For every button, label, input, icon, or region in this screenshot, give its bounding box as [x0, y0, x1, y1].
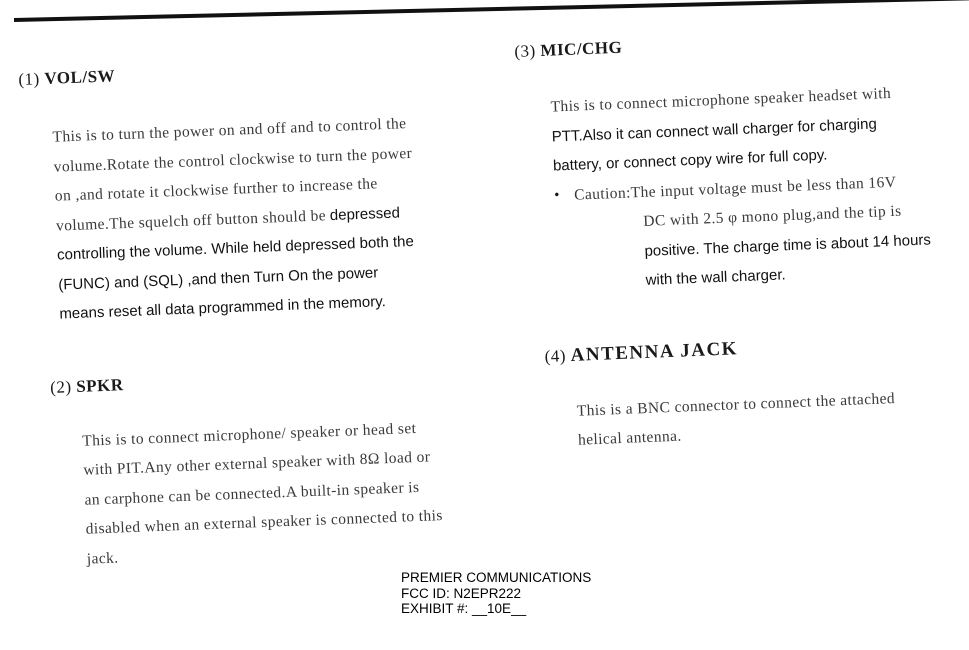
section-heading-vol-sw [18, 53, 463, 90]
text-line: PTT.Also it can connect wall charger for charging [551, 115, 878, 146]
text-line: (FUNC) and (SQL) ,and then Turn On the power [57, 263, 379, 294]
fcc-stamp [401, 570, 591, 617]
stamp-exhibit: EXHIBIT #: __10E__ [401, 601, 527, 616]
top-rule [14, 0, 969, 22]
text-line: volume.Rotate the control clockwise to turn the power [53, 144, 413, 176]
text-line: with PIT.Any other external speaker with 8Ω load or [83, 448, 431, 479]
section-title: ANTENNA JACK [570, 337, 739, 366]
caution-note [554, 165, 964, 299]
stamp-fcc-id: FCC ID: N2EPR222 [401, 585, 522, 601]
text-fragment: volume.The squelch off button should be [55, 206, 327, 235]
section-title: SPKR [75, 374, 124, 396]
section-title: VOL/SW [44, 66, 116, 88]
text-line: an carphone can be connected.A built-in speaker is [84, 478, 420, 509]
text-line: positive. The charge time is about 14 hours [644, 230, 932, 260]
text-line: disabled when an external speaker is connected to this [85, 507, 444, 538]
text-line: This is to turn the power on and off and to control the [52, 115, 407, 146]
text-line: This is to connect microphone speaker headset with [550, 84, 892, 116]
text-line: Caution:The input voltage must be less than 16V [573, 173, 897, 204]
section-body-vol-sw [52, 107, 473, 329]
text-line: DC with 2.5 φ mono plug,and the tip is [642, 202, 902, 230]
right-column [514, 24, 969, 457]
section-number: (2) [49, 376, 72, 397]
text-fragment: depressed [329, 203, 401, 224]
text-line: means reset all data programmed in the memory. [59, 293, 387, 323]
section-heading-spkr [50, 361, 475, 397]
text-line: on ,and rotate it clockwise further to increase the [54, 175, 378, 205]
text-line: controlling the volume. While held depressed both the [56, 232, 415, 264]
section-body-antenna-jack [576, 381, 969, 456]
section-heading-antenna-jack [544, 329, 967, 368]
stamp-company: PREMIER COMMUNICATIONS [401, 570, 592, 585]
left-column [18, 53, 482, 576]
text-line: helical antenna. [577, 427, 682, 449]
section-body-spkr [82, 411, 482, 574]
section-heading-mic-chg [514, 24, 954, 62]
section-number: (3) [514, 41, 537, 61]
bullet-icon: • [553, 186, 560, 204]
text-line: This is a BNC connector to connect the attached [576, 389, 896, 420]
section-title: MIC/CHG [540, 37, 623, 60]
text-line: battery, or connect copy wire for full copy. [552, 146, 828, 175]
section-body-mic-chg [550, 76, 964, 299]
section-number: (4) [544, 345, 567, 366]
text-line: with the wall charger. [645, 266, 786, 289]
text-line: This is to connect microphone/ speaker or head set [81, 419, 417, 450]
caution-text [574, 166, 933, 298]
section-number: (1) [18, 69, 41, 89]
text-line: jack. [86, 549, 119, 568]
